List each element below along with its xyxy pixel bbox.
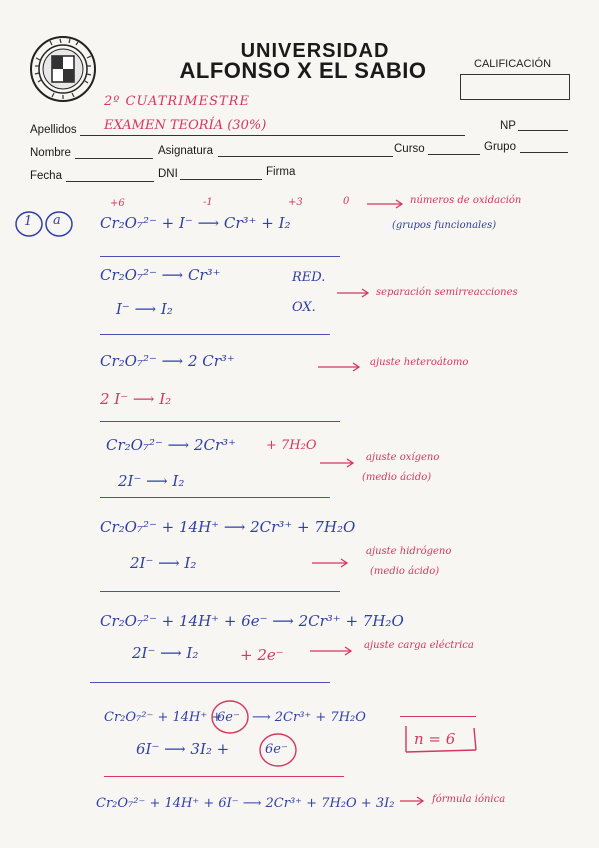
divider-6 — [90, 682, 330, 683]
step5-reduction: Cr₂O₇²⁻ + 14H⁺ ⟶ 2Cr³⁺ + 7H₂O — [100, 518, 356, 536]
note-acid-medium-2: (medio ácido) — [370, 566, 440, 577]
step5-oxidation: 2I⁻ ⟶ I₂ — [130, 554, 197, 572]
divider-5 — [100, 591, 340, 592]
asignatura-label: Asignatura — [158, 145, 213, 157]
note-ionic-formula: fórmula iónica — [432, 794, 506, 805]
divider-7 — [104, 776, 344, 777]
calificacion-box — [460, 74, 570, 100]
step2-ox-tag: OX. — [292, 300, 316, 315]
np-label: NP — [500, 120, 516, 132]
final-equation: Cr₂O₇²⁻ + 14H⁺ + 6I⁻ ⟶ 2Cr³⁺ + 7H₂O + 3I₂ — [96, 796, 395, 811]
note-hydrogen: ajuste hidrógeno — [366, 546, 452, 557]
ox-number-cr: +6 — [110, 198, 125, 209]
cuatrimestre-note: 2º CUATRIMESTRE — [104, 94, 250, 109]
step4-water: + 7H₂O — [266, 438, 317, 453]
fecha-label: Fecha — [30, 170, 62, 182]
np-line — [518, 130, 568, 131]
arrow-1-icon — [367, 199, 407, 209]
divider-4 — [100, 497, 330, 498]
arrow-3-icon — [318, 362, 364, 372]
university-seal-icon — [30, 36, 96, 102]
divider-2 — [100, 334, 330, 335]
note-acid-medium-1: (medio ácido) — [362, 472, 432, 483]
step6-oxidation: 2I⁻ ⟶ I₂ — [132, 644, 199, 662]
grupo-label: Grupo — [484, 141, 516, 153]
divider-1 — [100, 256, 340, 257]
arrow-final-icon — [400, 796, 428, 806]
curso-label: Curso — [394, 143, 425, 155]
fecha-line — [66, 181, 154, 182]
n-value: n = 6 — [414, 730, 456, 748]
note-half-reactions: separación semirreacciones — [376, 287, 518, 298]
step2-red-tag: RED. — [292, 270, 326, 285]
step4-reduction: Cr₂O₇²⁻ ⟶ 2Cr³⁺ — [106, 436, 237, 454]
calificacion-label: CALIFICACIÓN — [474, 58, 552, 70]
divider-3 — [100, 421, 340, 422]
nombre-label: Nombre — [30, 147, 71, 159]
arrow-4-icon — [320, 458, 358, 468]
arrow-5-icon — [312, 558, 352, 568]
note-heteroatom: ajuste heteroátomo — [370, 357, 469, 368]
step6-reduction: Cr₂O₇²⁻ + 14H⁺ + 6e⁻ ⟶ 2Cr³⁺ + 7H₂O — [100, 612, 404, 630]
firma-label: Firma — [266, 166, 296, 178]
step7-reduction-electrons: 6e⁻ — [217, 710, 240, 725]
ox-number-cr3: +3 — [288, 197, 303, 208]
grupo-line — [520, 152, 568, 153]
dni-line — [180, 179, 262, 180]
step6-electrons: + 2e⁻ — [240, 646, 284, 664]
university-name-line1: UNIVERSIDAD — [240, 40, 390, 62]
apellidos-label: Apellidos — [30, 124, 77, 136]
dni-label: DNI — [158, 168, 178, 180]
note-oxidation-numbers: números de oxidación — [410, 195, 522, 206]
apellidos-line — [80, 135, 465, 136]
note-charge: ajuste carga eléctrica — [364, 640, 474, 651]
n-box-frame — [402, 722, 480, 758]
step2-reduction: Cr₂O₇²⁻ ⟶ Cr³⁺ — [100, 266, 221, 284]
step2-oxidation: I⁻ ⟶ I₂ — [116, 300, 173, 318]
arrow-2-icon — [337, 288, 373, 298]
step3-reduction: Cr₂O₇²⁻ ⟶ 2 Cr³⁺ — [100, 352, 235, 370]
n-box-top — [400, 716, 476, 717]
ox-number-i2: 0 — [343, 196, 350, 207]
step7-reduction-right: ⟶ 2Cr³⁺ + 7H₂O — [252, 710, 366, 725]
note-functional-groups: (grupos funcionales) — [392, 220, 497, 231]
asignatura-line — [218, 156, 393, 157]
step7-oxidation-electrons: 6e⁻ — [265, 742, 288, 757]
curso-line — [428, 154, 480, 155]
apellidos-value: EXAMEN TEORÍA (30%) — [104, 118, 267, 133]
equation-1: Cr₂O₇²⁻ + I⁻ ⟶ Cr³⁺ + I₂ — [100, 214, 291, 232]
nombre-line — [75, 158, 153, 159]
note-oxygen: ajuste oxígeno — [366, 452, 440, 463]
university-name-line2: ALFONSO X EL SABIO — [179, 58, 427, 83]
ox-number-i: -1 — [203, 197, 213, 208]
question-number: 1 — [24, 214, 33, 229]
step4-oxidation: 2I⁻ ⟶ I₂ — [118, 472, 185, 490]
arrow-6-icon — [310, 646, 356, 656]
question-part: a — [53, 213, 61, 228]
step3-oxidation: 2 I⁻ ⟶ I₂ — [100, 390, 172, 408]
step7-oxidation: 6I⁻ ⟶ 3I₂ + — [136, 740, 230, 758]
step7-reduction-left: Cr₂O₇²⁻ + 14H⁺ + — [104, 710, 223, 725]
